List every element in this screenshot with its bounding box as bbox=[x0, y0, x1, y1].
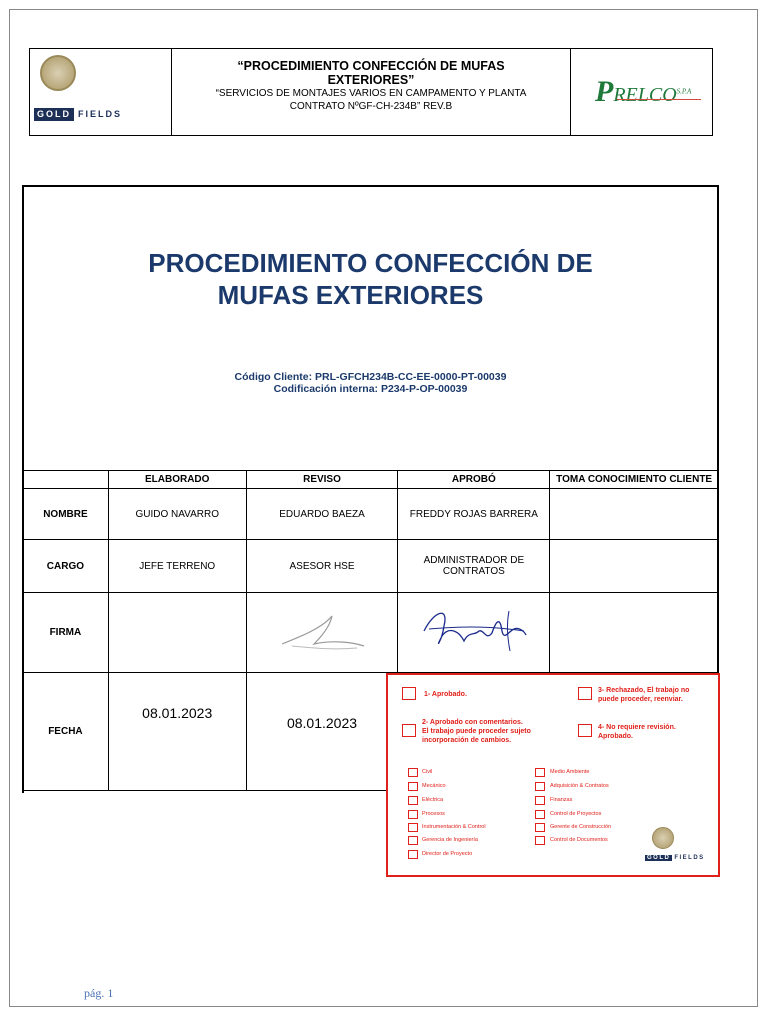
col-header: ELABORADO bbox=[108, 471, 246, 489]
row-label: CARGO bbox=[23, 540, 109, 593]
table-cell bbox=[108, 593, 246, 673]
internal-code: Codificación interna: P234-P-OP-00039 bbox=[273, 383, 468, 395]
header-subtitle: “SERVICIOS DE MONTAJES VARIOS EN CAMPAMENTO Y PLANTA CONTRATO NºGF-CH-234B” REV.B bbox=[215, 88, 527, 112]
table-header-row bbox=[23, 471, 719, 489]
checkbox-instrumentacion[interactable] bbox=[408, 823, 418, 832]
table-cell: ASESOR HSE bbox=[246, 540, 398, 593]
col-header: APROBÓ bbox=[398, 471, 550, 489]
checkbox-medio-ambiente[interactable] bbox=[535, 768, 545, 777]
table-cell bbox=[246, 593, 398, 673]
checkbox-electrica[interactable] bbox=[408, 796, 418, 805]
gold-fields-wordmark: GOLD FIELDS bbox=[647, 855, 705, 861]
table-cell: EDUARDO BAEZA bbox=[246, 489, 398, 540]
lion-seal-icon bbox=[652, 827, 674, 849]
signature-rojas bbox=[414, 601, 534, 661]
table-cell: ADMINISTRADOR DE CONTRATOS bbox=[398, 540, 550, 593]
checkbox-procesos[interactable] bbox=[408, 810, 418, 819]
table-row bbox=[23, 540, 719, 593]
table-cell: FREDDY ROJAS BARRERA bbox=[398, 489, 550, 540]
lion-seal-icon bbox=[40, 55, 76, 91]
row-label: FECHA bbox=[23, 673, 109, 791]
table-row bbox=[23, 593, 719, 673]
col-header: TOMA CONOCIMIENTO CLIENTE bbox=[550, 471, 719, 489]
checkbox-adquisicion[interactable] bbox=[535, 782, 545, 791]
row-label: FIRMA bbox=[23, 593, 109, 673]
client-code: Código Cliente: PRL-GFCH234B-CC-EE-0000-PT-00039 bbox=[234, 371, 507, 383]
table-cell bbox=[550, 489, 719, 540]
header-title-block bbox=[172, 49, 571, 135]
checkbox-control-proyectos[interactable] bbox=[535, 810, 545, 819]
prelco-wordmark: $PRELCO^{S.P.A}$ bbox=[595, 75, 692, 108]
table-cell: 08.01.2023 bbox=[108, 673, 246, 791]
checkbox-control-documentos[interactable] bbox=[535, 836, 545, 845]
table-cell: JEFE TERRENO bbox=[108, 540, 246, 593]
checkbox-civil[interactable] bbox=[408, 768, 418, 777]
table-cell bbox=[550, 593, 719, 673]
review-stamp: 1- Aprobado. 3- Rechazado, El trabajo no puede proceder, reenviar. 2- Aprobado con comentarios. El trabajo puede proceder sujeto incorporación de cambios. 4- No requiere revisión. Aprobado. Civil Mecánico Eléctrica Procesos Instrumentación & Control Gerencia de Ingeniería Director de Proyecto Medio Ambiente Adquisición & Contratos Finanzas Control de Proyectos Gerente de Construcción Control de Documentos GOLD FIELDS bbox=[386, 673, 720, 877]
document-codes bbox=[24, 371, 717, 395]
table-row bbox=[23, 489, 719, 540]
table-cell: GUIDO NAVARRO bbox=[108, 489, 246, 540]
page-number: pág. 1 bbox=[84, 986, 114, 1000]
table-cell bbox=[550, 540, 719, 593]
checkbox-finanzas[interactable] bbox=[535, 796, 545, 805]
gold-fields-logo bbox=[30, 49, 172, 135]
gold-fields-wordmark: GOLD FIELDS bbox=[34, 107, 122, 121]
table-cell bbox=[398, 593, 550, 673]
document-title: PROCEDIMIENTO CONFECCIÓN DE MUFAS EXTERIORES bbox=[148, 248, 593, 310]
checkbox-gerente-construccion[interactable] bbox=[535, 823, 545, 832]
prelco-logo bbox=[571, 49, 712, 135]
checkbox-aprobado-comentarios[interactable] bbox=[402, 724, 416, 737]
checkbox-no-requiere[interactable] bbox=[578, 724, 592, 737]
document-header bbox=[29, 48, 713, 136]
checkbox-mecanico[interactable] bbox=[408, 782, 418, 791]
table-cell: 08.01.2023 bbox=[246, 673, 398, 791]
signature-baeza bbox=[272, 606, 372, 656]
col-header: REVISO bbox=[246, 471, 398, 489]
checkbox-director-proyecto[interactable] bbox=[408, 850, 418, 859]
row-label: NOMBRE bbox=[23, 489, 109, 540]
checkbox-aprobado[interactable] bbox=[402, 687, 416, 700]
checkbox-rechazado[interactable] bbox=[578, 687, 592, 700]
header-title: “PROCEDIMIENTO CONFECCIÓN DE MUFAS EXTERIORES” bbox=[237, 59, 505, 87]
checkbox-gerencia-ingenieria[interactable] bbox=[408, 836, 418, 845]
prelco-underline bbox=[617, 99, 701, 100]
